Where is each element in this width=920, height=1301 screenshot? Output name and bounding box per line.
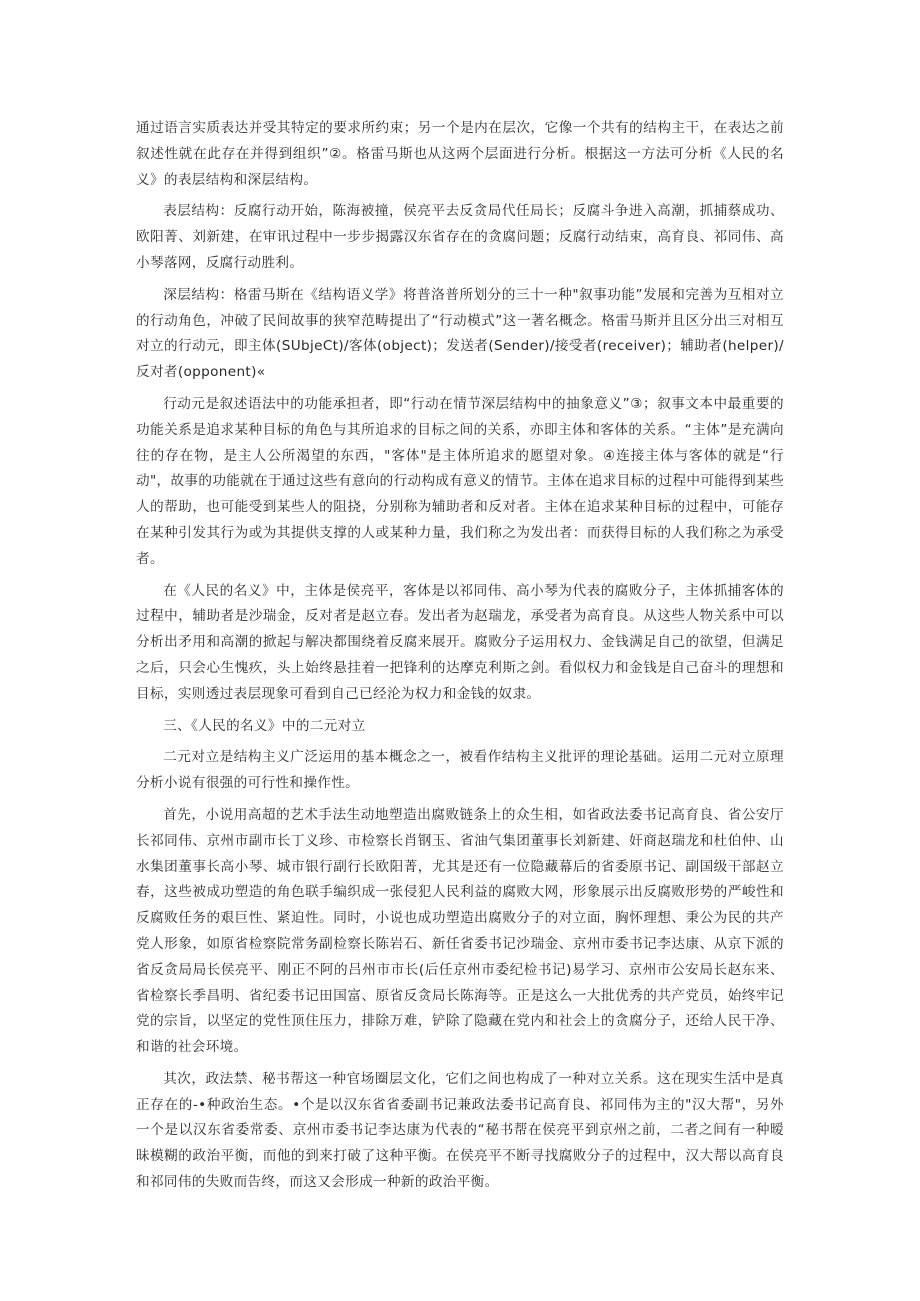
paragraph-first: 首先，小说用高超的艺术手法生动地塑造出腐败链条上的众生相，如省政法委书记高育良、省公安厅长祁同伟、京州市副市长丁义珍、市检察长肖钢玉、省油气集团董事长刘新建、奸商赵瑞龙和杜伯仲、山水集团董事长高小琴、城市银行副行长欧阳菁，尤其是还有一位隐藏幕后的省委原书记、副国级干部赵立春，这些被成功塑造的角色联手编织成一张侵犯人民利益的腐败大网，形象展示出反腐败形势的严峻性和反腐败任务的艰巨性、紧迫性。同时，小说也成功塑造出腐败分子的对立面，胸怀理想、秉公为民的共产党人形象，如原省检察院常务副检察长陈岩石、新任省委书记沙瑞金、京州市委书记李达康、从京下派的省反贪局局长侯亮平、刚正不阿的吕州市市长(后任京州市委纪检书记)易学习、京州市公安局长赵东来、省检察长季昌明、省纪委书记田国富、原省反贪局长陈海等。正是这么一大批优秀的共产党员，始终牢记党的宗旨，以坚定的党性顶住压力，排除万难，铲除了隐藏在党内和社会上的贪腐分子，还给人民干净、和谐的社会环境。: [136, 806, 784, 1056]
paragraph-second: 其次，政法禁、秘书帮这一种官场圈层文化，它们之间也构成了一种对立关系。这在现实生活中是真正存在的-•种政治生态。•个是以汉东省省委副书记兼政法委书记高育良、祁同伟为主的"汉大帮"，另外一个是以汉东省委常委、京州市委书记李达康为代表的“秘书帮在侯亮平到京州之前，二者之间有一种暧昧模糊的政治平衡，而他的到来打破了这种平衡。在侯亮平不断寻找腐败分子的过程中，汉大帮以高育良和祁同伟的失败而告终，而这又会形成一种新的政治平衡。: [136, 1070, 784, 1191]
document-page: [136, 116, 784, 1202]
paragraph-surface-structure: 表层结构：反腐行动开始，陈海被撞，侯亮平去反贪局代任局长；反腐斗争进入高潮，抓捕蔡成功、欧阳菁、刘新建，在审讯过程中一步步揭露汉东省存在的贪腐问题；反腐行动结束，高育良、祁同伟、高小琴落网，反腐行动胜利。: [136, 203, 784, 271]
section-heading: 三、《人民的名义》中的二元对立: [163, 717, 366, 734]
paragraph-continuation: 通过语言实质表达并受其特定的要求所约束；另一个是内在层次，它像一个共有的结构主干，在表达之前叙述性就在此存在并得到组织”②。格雷马斯也从这两个层面进行分析。根据这一方法可分析《人民的名义》的表层结构和深层结构。: [136, 120, 784, 188]
paragraph-novel-roles: 在《人民的名义》中，主体是侯亮平，客体是以祁同伟、高小琴为代表的腐败分子，主体抓捕客体的过程中，辅助者是沙瑞金，反对者是赵立春。发出者为赵瑞龙，承受者为高育良。从这些人物关系中可以分析出矛用和高潮的掀起与解决都围绕着反腐来展开。腐败分子运用权力、金钱满足自己的欲望，但满足之后，只会心生愧疚，头上始终悬挂着一把锋利的达摩克利斯之剑。看似权力和金钱是自己奋斗的理想和目标，实则透过表层现象可看到自己已经沦为权力和金钱的奴隶。: [136, 582, 784, 702]
paragraph-binary-opposition: 二元对立是结构主义广泛运用的基本概念之一，被看作结构主义批评的理论基础。运用二元对立原理分析小说有很强的可行性和操作性。: [136, 749, 784, 792]
paragraph-deep-structure: 深层结构：格雷马斯在《结构语义学》将普洛普所划分的三十一种"叙事功能”发展和完善为互相对立的行动角色，冲破了民间故事的狭窄范畴提出了“行动模式”这一著名概念。格雷马斯并且区分出三对相互对立的行动元，即主体(SUbjeCt)/客体(object)；发送者(Sender)/接受者(receiver)；辅助者(helper)/反对者(opponent)«: [136, 286, 784, 381]
paragraph-actants: 行动元是叙述语法中的功能承担者，即“行动在情节深层结构中的抽象意义”③；叙事文本中最重要的功能关系是追求某种目标的角色与其所追求的目标之间的关系，亦即主体和客体的关系。“主体”是充满向往的存在物，是主人公所渴望的东西，"客体"是主体所追求的愿望对象。④连接主体与客体的就是“行动"，故事的功能就在于通过这些有意向的行动构成有意义的情节。主体在追求目标的过程中可能得到某些人的帮助，也可能受到某些人的阻挠，分别称为辅助者和反对者。主体在追求某种目标的过程中，可能存在某种引发其行为或为其提供支撑的人或某种力量，我们称之为发出者：而获得目标的人我们称之为承受者。: [136, 395, 785, 567]
